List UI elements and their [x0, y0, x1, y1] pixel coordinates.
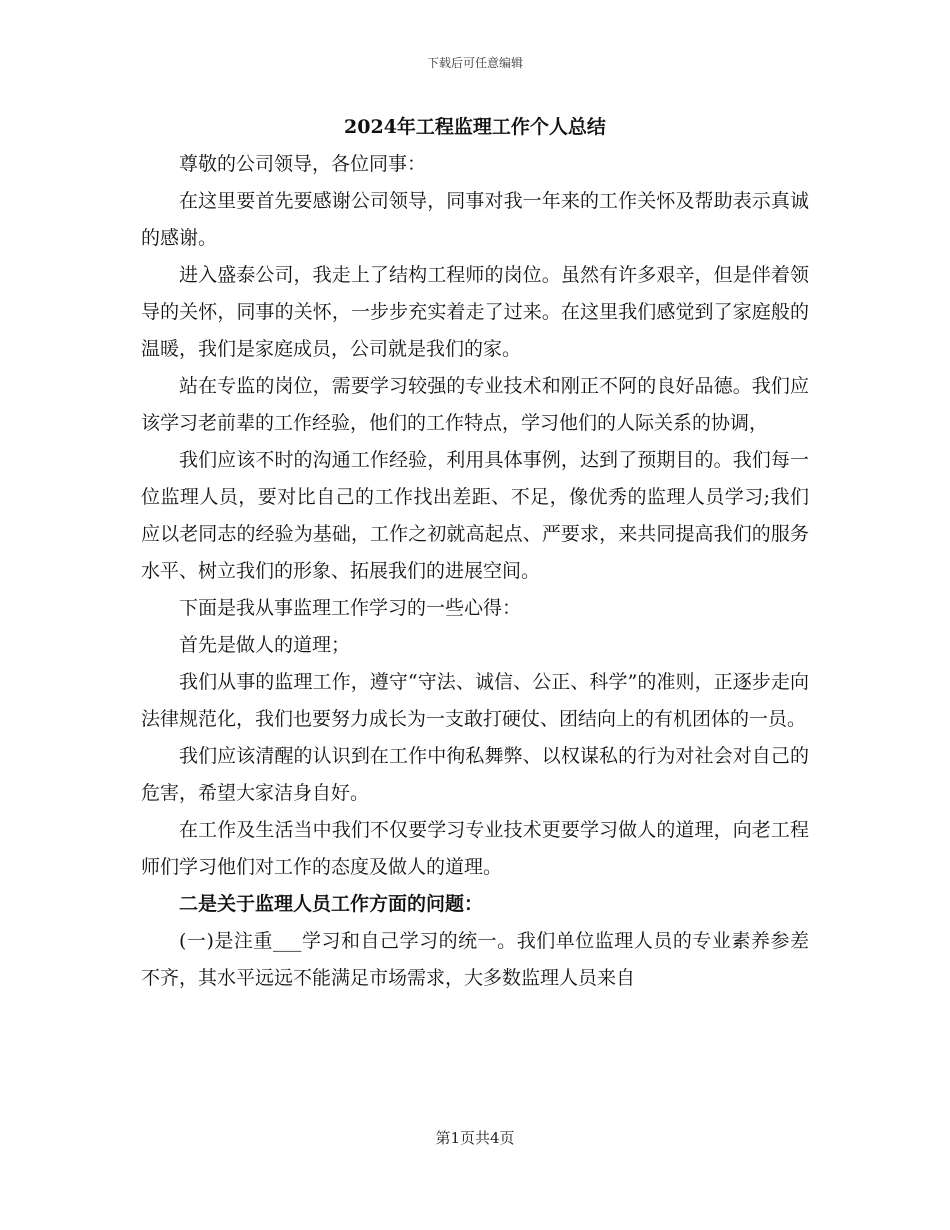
paragraph: 首先是做人的道理； — [179, 634, 351, 656]
paragraph: 站在专监的岗位，需要学习较强的专业技术和刚正不阿的良好品德。我们应该学习老前辈的工作经验，他们的工作特点，学习他们的人际关系的协调， — [141, 375, 809, 434]
section-heading: 二是关于监理人员工作方面的问题： — [179, 893, 484, 915]
paragraph: (一)是注重___学习和自己学习的统一。我们单位监理人员的专业素养参差不齐，其水平远远不能满足市场需求，大多数监理人员来自 — [141, 930, 809, 989]
paragraph: 我们应该不时的沟通工作经验，利用具体事例，达到了预期目的。我们每一位监理人员，要对比自己的工作找出差距、不足，像优秀的监理人员学习;我们应以老同志的经验为基础，工作之初就高起点、严要求，来共同提高我们的服务水平、树立我们的形象、拓展我们的进展空间。 — [141, 449, 809, 582]
paragraph: 我们应该清醒的认识到在工作中徇私舞弊、以权谋私的行为对社会对自己的危害，希望大家洁身自好。 — [141, 745, 809, 804]
document-body — [141, 109, 809, 997]
paragraph: 下面是我从事监理工作学习的一些心得： — [179, 597, 522, 619]
page-number: 第1页共4页 — [435, 1129, 515, 1147]
paragraph: 在工作及生活当中我们不仅要学习专业技术更要学习做人的道理，向老工程师们学习他们对工作的态度及做人的道理。 — [141, 819, 809, 878]
paragraph: 进入盛泰公司，我走上了结构工程师的岗位。虽然有许多艰辛，但是伴着领导的关怀，同事的关怀，一步步充实着走了过来。在这里我们感觉到了家庭般的温暖，我们是家庭成员，公司就是我们的家。 — [141, 264, 809, 360]
paragraph: 尊敬的公司领导，各位同事： — [179, 153, 427, 175]
paragraph: 在这里要首先要感谢公司领导，同事对我一年来的工作关怀及帮助表示真诚的感谢。 — [141, 190, 809, 249]
page-header-note: 下载后可任意编辑 — [426, 56, 523, 70]
document-title: 2024年工程监理工作个人总结 — [344, 116, 606, 138]
paragraph: 我们从事的监理工作，遵守“守法、诚信、公正、科学”的准则，正逐步走向法律规范化，我们也要努力成长为一支敢打硬仗、团结向上的有机团体的一员。 — [141, 671, 809, 730]
paragraph-list — [141, 146, 809, 997]
